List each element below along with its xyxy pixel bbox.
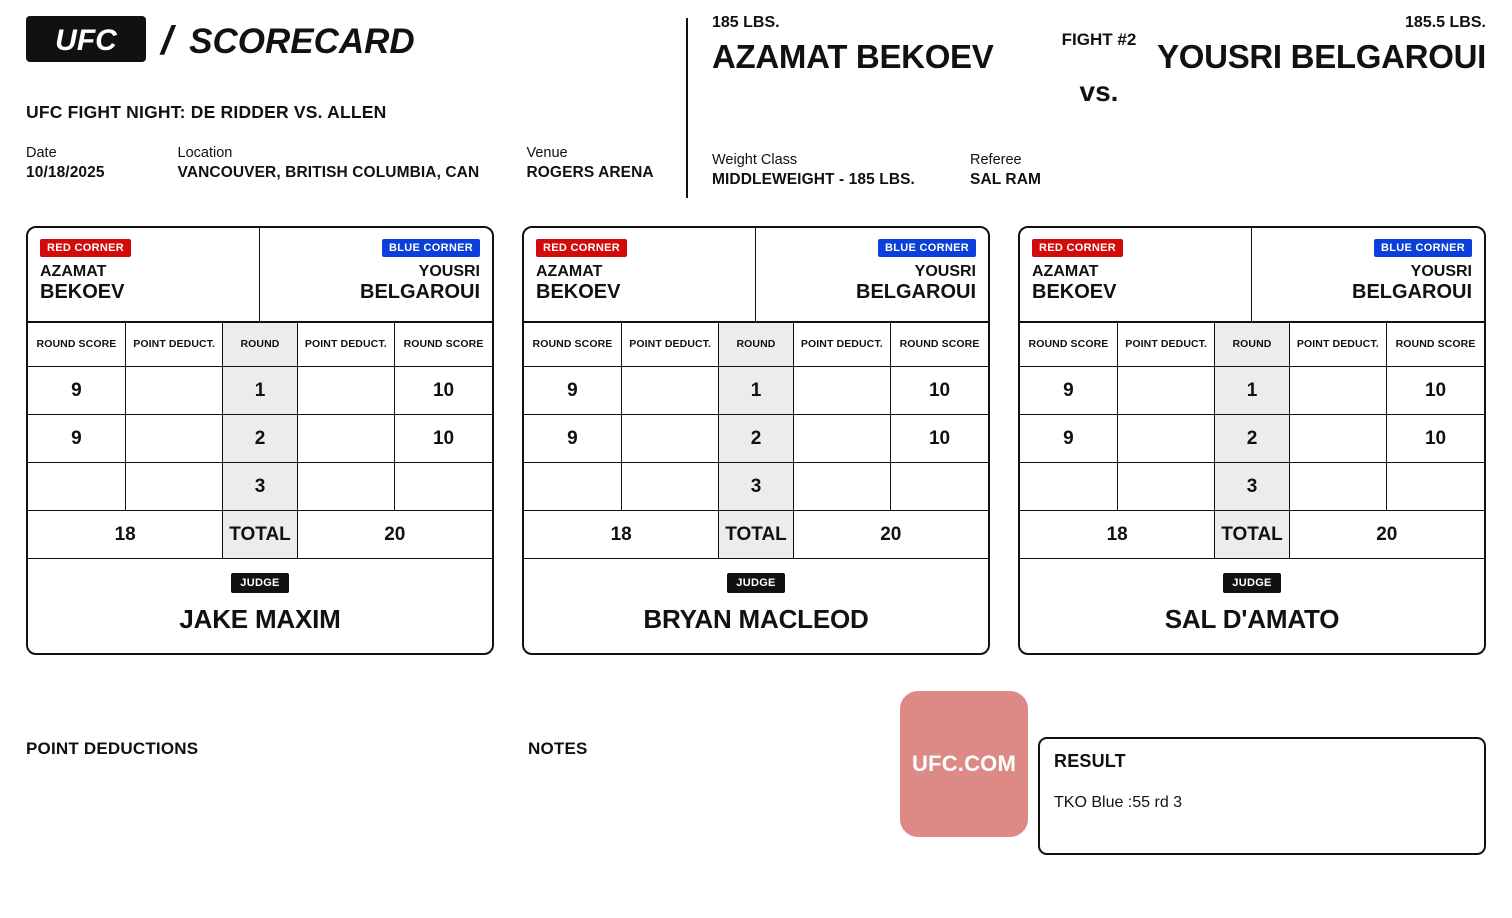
venue-label: Venue xyxy=(526,145,568,161)
table-row xyxy=(28,463,492,511)
blue-round-score[interactable]: 10 xyxy=(1387,415,1484,463)
round-number: 2 xyxy=(1215,415,1289,463)
meta-venue xyxy=(526,145,686,182)
blue-point-deduct[interactable] xyxy=(1289,367,1386,415)
blue-fighter-name: YOUSRI BELGAROUI xyxy=(1157,38,1486,75)
meta-weight-class xyxy=(712,152,970,189)
scorecards-row xyxy=(0,226,1512,655)
round-number: 2 xyxy=(719,415,793,463)
red-point-deduct[interactable] xyxy=(621,415,718,463)
judge-area xyxy=(28,559,492,653)
blue-round-score[interactable]: 10 xyxy=(395,415,492,463)
corner-row xyxy=(524,228,988,322)
blue-total: 20 xyxy=(793,511,988,559)
blue-corner-block xyxy=(756,228,988,321)
table-row xyxy=(28,415,492,463)
red-fighter-name: AZAMAT BEKOEV xyxy=(712,38,994,75)
red-point-deduct[interactable] xyxy=(1117,463,1214,511)
header-blue-point-deduct: POINT DEDUCT. xyxy=(793,323,890,367)
header-divider xyxy=(686,18,688,198)
header-blue-round-score: ROUND SCORE xyxy=(1387,323,1484,367)
header-red-point-deduct: POINT DEDUCT. xyxy=(1117,323,1214,367)
header-red-round-score: ROUND SCORE xyxy=(28,323,125,367)
table-row xyxy=(524,367,988,415)
point-deductions-label: POINT DEDUCTIONS xyxy=(26,739,199,758)
table-row xyxy=(524,415,988,463)
blue-point-deduct[interactable] xyxy=(1289,463,1386,511)
header-round: ROUND xyxy=(223,323,297,367)
round-number: 1 xyxy=(719,367,793,415)
red-round-score[interactable] xyxy=(524,463,621,511)
header-round: ROUND xyxy=(719,323,793,367)
event-name: UFC FIGHT NIGHT: DE RIDDER VS. ALLEN xyxy=(26,102,387,122)
blue-corner-badge: BLUE CORNER xyxy=(382,239,480,257)
red-last-name: BEKOEV xyxy=(40,280,125,303)
blue-last-name: BELGAROUI xyxy=(1352,280,1472,303)
judge-area xyxy=(524,559,988,653)
location-value: VANCOUVER, BRITISH COLUMBIA, CAN xyxy=(177,164,480,181)
red-total: 18 xyxy=(1020,511,1215,559)
ufc-com-badge xyxy=(900,691,1028,837)
blue-round-score[interactable] xyxy=(395,463,492,511)
red-first-name: AZAMAT xyxy=(536,263,603,280)
red-point-deduct[interactable] xyxy=(1117,415,1214,463)
red-point-deduct[interactable] xyxy=(1117,367,1214,415)
score-table xyxy=(1020,322,1484,559)
score-table xyxy=(524,322,988,559)
judge-name: SAL D'AMATO xyxy=(1164,604,1340,634)
judge-badge: JUDGE xyxy=(231,573,288,593)
fight-number: FIGHT #2 xyxy=(1061,30,1137,49)
judge-area xyxy=(1020,559,1484,653)
blue-corner-block xyxy=(1252,228,1484,321)
red-point-deduct[interactable] xyxy=(125,367,222,415)
red-total: 18 xyxy=(28,511,223,559)
judge-badge: JUDGE xyxy=(727,573,784,593)
date-label: Date xyxy=(26,145,57,161)
round-number: 3 xyxy=(223,463,297,511)
blue-weight: 185.5 LBS. xyxy=(1405,14,1486,31)
round-number: 1 xyxy=(1215,367,1289,415)
red-round-score[interactable]: 9 xyxy=(1020,367,1117,415)
meta-location xyxy=(178,145,527,182)
red-corner-badge: RED CORNER xyxy=(536,239,627,257)
header xyxy=(0,0,1512,212)
header-left xyxy=(26,14,686,212)
table-row xyxy=(1020,415,1484,463)
blue-last-name: BELGAROUI xyxy=(856,280,976,303)
header-blue-round-score: ROUND SCORE xyxy=(891,323,988,367)
judge-name: JAKE MAXIM xyxy=(179,604,341,634)
blue-round-score[interactable] xyxy=(891,463,988,511)
red-round-score[interactable]: 9 xyxy=(1020,415,1117,463)
red-corner-block xyxy=(28,228,260,321)
blue-round-score[interactable]: 10 xyxy=(891,367,988,415)
date-value: 10/18/2025 xyxy=(26,164,105,181)
blue-point-deduct[interactable] xyxy=(297,463,394,511)
red-round-score[interactable]: 9 xyxy=(28,367,125,415)
table-row xyxy=(524,463,988,511)
blue-point-deduct[interactable] xyxy=(297,367,394,415)
header-red-point-deduct: POINT DEDUCT. xyxy=(125,323,222,367)
meta-date xyxy=(26,145,178,182)
blue-first-name: YOUSRI xyxy=(1410,263,1472,280)
scorecard-judge-1 xyxy=(26,226,494,655)
ufc-logo-icon xyxy=(26,16,146,67)
red-round-score[interactable]: 9 xyxy=(524,415,621,463)
red-first-name: AZAMAT xyxy=(1032,263,1099,280)
blue-corner-block xyxy=(260,228,492,321)
round-number: 3 xyxy=(1215,463,1289,511)
footer xyxy=(0,691,1512,871)
table-row xyxy=(1020,463,1484,511)
blue-round-score[interactable]: 10 xyxy=(395,367,492,415)
red-corner-badge: RED CORNER xyxy=(1032,239,1123,257)
ufc-com-label: UFC.COM xyxy=(911,751,1017,776)
red-last-name: BEKOEV xyxy=(536,280,621,303)
red-round-score[interactable] xyxy=(1020,463,1117,511)
blue-total: 20 xyxy=(1289,511,1484,559)
result-label: RESULT xyxy=(1054,751,1126,771)
red-last-name: BEKOEV xyxy=(1032,280,1117,303)
vs-label: vs. xyxy=(1079,76,1119,107)
blue-first-name: YOUSRI xyxy=(914,263,976,280)
blue-point-deduct[interactable] xyxy=(793,463,890,511)
referee-value: SAL RAM xyxy=(970,171,1042,188)
header-blue-point-deduct: POINT DEDUCT. xyxy=(297,323,394,367)
round-number: 3 xyxy=(719,463,793,511)
red-corner-block xyxy=(1020,228,1252,321)
red-round-score[interactable]: 9 xyxy=(28,415,125,463)
total-row xyxy=(1020,511,1484,559)
svg-text:UFC: UFC xyxy=(55,23,117,57)
blue-first-name: YOUSRI xyxy=(418,263,480,280)
corner-row xyxy=(1020,228,1484,322)
header-round: ROUND xyxy=(1215,323,1289,367)
red-first-name: AZAMAT xyxy=(40,263,107,280)
weight-class-label: Weight Class xyxy=(712,152,798,168)
scorecard-title: SCORECARD xyxy=(189,21,415,61)
judge-name: BRYAN MACLEOD xyxy=(643,604,869,634)
table-header-row xyxy=(28,323,492,367)
red-point-deduct[interactable] xyxy=(125,463,222,511)
header-blue-point-deduct: POINT DEDUCT. xyxy=(1289,323,1386,367)
blue-point-deduct[interactable] xyxy=(793,415,890,463)
blue-fighter-headline xyxy=(1145,14,1486,75)
event-meta-left xyxy=(26,145,686,182)
brand-row xyxy=(26,14,686,68)
red-point-deduct[interactable] xyxy=(621,463,718,511)
red-round-score[interactable] xyxy=(28,463,125,511)
blue-point-deduct[interactable] xyxy=(1289,415,1386,463)
red-total: 18 xyxy=(524,511,719,559)
blue-corner-badge: BLUE CORNER xyxy=(878,239,976,257)
vs-column xyxy=(1053,14,1146,108)
round-number: 1 xyxy=(223,367,297,415)
referee-label: Referee xyxy=(970,152,1022,168)
header-blue-round-score: ROUND SCORE xyxy=(395,323,492,367)
total-label: TOTAL xyxy=(223,511,297,559)
red-point-deduct[interactable] xyxy=(621,367,718,415)
bout-headline xyxy=(712,14,1486,108)
location-label: Location xyxy=(177,145,233,161)
scorecard-judge-2 xyxy=(522,226,990,655)
result-value: TKO Blue :55 rd 3 xyxy=(1054,794,1183,811)
table-header-row xyxy=(1020,323,1484,367)
header-red-round-score: ROUND SCORE xyxy=(524,323,621,367)
header-red-point-deduct: POINT DEDUCT. xyxy=(621,323,718,367)
venue-value: ROGERS ARENA xyxy=(526,164,654,181)
brand-divider-icon: / xyxy=(157,19,178,63)
red-corner-block xyxy=(524,228,756,321)
result-box xyxy=(1038,737,1486,855)
red-fighter-headline xyxy=(712,14,1053,75)
corner-row xyxy=(28,228,492,322)
table-row xyxy=(1020,367,1484,415)
red-weight: 185 LBS. xyxy=(712,14,780,31)
weight-class-value: MIDDLEWEIGHT - 185 LBS. xyxy=(712,171,915,188)
score-table xyxy=(28,322,492,559)
table-header-row xyxy=(524,323,988,367)
scorecard-judge-3 xyxy=(1018,226,1486,655)
round-number: 2 xyxy=(223,415,297,463)
blue-round-score[interactable]: 10 xyxy=(891,415,988,463)
total-row xyxy=(524,511,988,559)
blue-last-name: BELGAROUI xyxy=(360,280,480,303)
notes-label: NOTES xyxy=(528,739,588,758)
table-row xyxy=(28,367,492,415)
blue-point-deduct[interactable] xyxy=(297,415,394,463)
event-meta-right xyxy=(712,152,1486,189)
blue-total: 20 xyxy=(297,511,492,559)
header-right xyxy=(712,14,1486,212)
blue-round-score[interactable] xyxy=(1387,463,1484,511)
judge-badge: JUDGE xyxy=(1223,573,1280,593)
total-row xyxy=(28,511,492,559)
red-round-score[interactable]: 9 xyxy=(524,367,621,415)
meta-referee xyxy=(970,152,1140,189)
header-red-round-score: ROUND SCORE xyxy=(1020,323,1117,367)
red-point-deduct[interactable] xyxy=(125,415,222,463)
red-corner-badge: RED CORNER xyxy=(40,239,131,257)
total-label: TOTAL xyxy=(1215,511,1289,559)
blue-corner-badge: BLUE CORNER xyxy=(1374,239,1472,257)
blue-point-deduct[interactable] xyxy=(793,367,890,415)
total-label: TOTAL xyxy=(719,511,793,559)
blue-round-score[interactable]: 10 xyxy=(1387,367,1484,415)
